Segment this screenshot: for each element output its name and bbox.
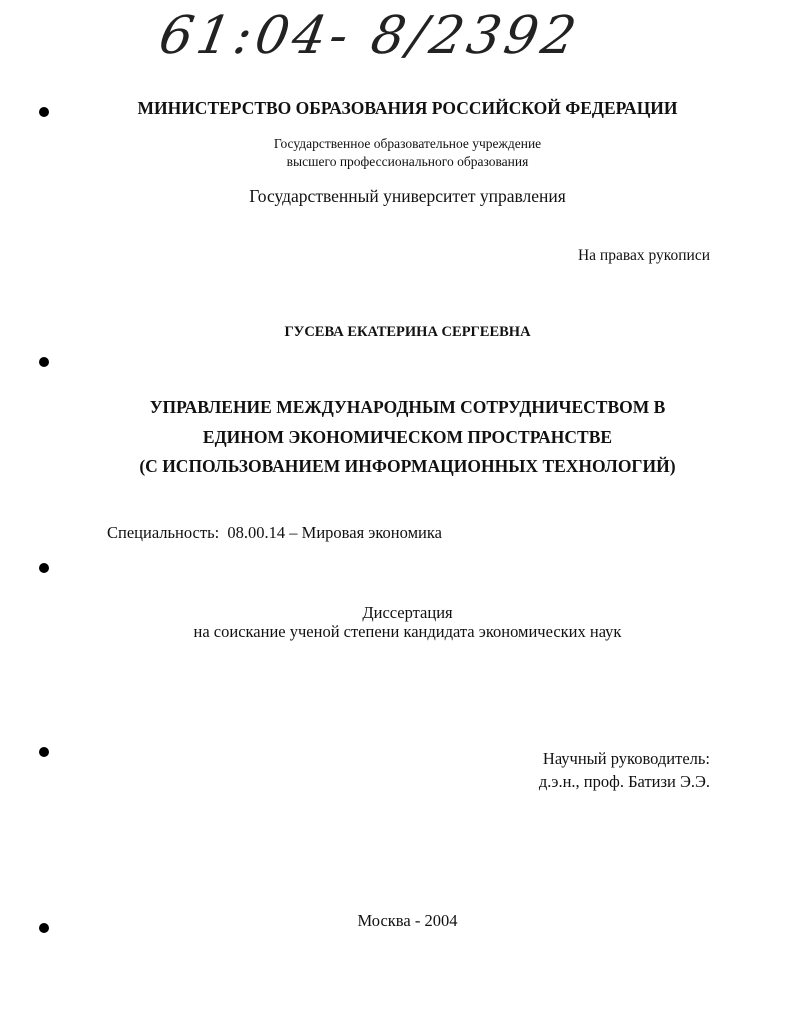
author-name: ГУСЕВА ЕКАТЕРИНА СЕРГЕЕВНА [284, 324, 531, 340]
binding-hole-mark [39, 357, 49, 367]
supervisor-name: д.э.н., проф. Батизи Э.Э. [538, 772, 710, 791]
title-line-1: УПРАВЛЕНИЕ МЕЖДУНАРОДНЫМ СОТРУДНИЧЕСТВОМ В [149, 397, 666, 417]
title-line-2: ЕДИНОМ ЭКОНОМИЧЕСКОМ ПРОСТРАНСТВЕ [202, 427, 613, 447]
institution-type-line-2: высшего профессионального образования [286, 154, 529, 169]
city-year: Москва - 2004 [357, 911, 458, 930]
title-line-3: (С ИСПОЛЬЗОВАНИЕМ ИНФОРМАЦИОННЫХ ТЕХНОЛОГИЙ) [139, 456, 676, 476]
degree-line: на соискание ученой степени кандидата экономических наук [193, 622, 622, 641]
binding-hole-mark [39, 563, 49, 573]
ministry-heading: МИНИСТЕРСТВО ОБРАЗОВАНИЯ РОССИЙСКОЙ ФЕДЕРАЦИИ [137, 98, 678, 118]
supervisor-label: Научный руководитель: [542, 749, 710, 768]
binding-hole-mark [39, 747, 49, 757]
dissertation-label: Диссертация [362, 603, 453, 622]
university-name: Государственный университет управления [249, 186, 566, 206]
specialty: Специальность: 08.00.14 – Мировая экономика [107, 523, 442, 542]
handwritten-catalog-code: 61:04- 8/2392 [154, 6, 585, 66]
manuscript-note: На правах рукописи [577, 247, 710, 264]
institution-type-line-1: Государственное образовательное учреждение [273, 136, 542, 151]
